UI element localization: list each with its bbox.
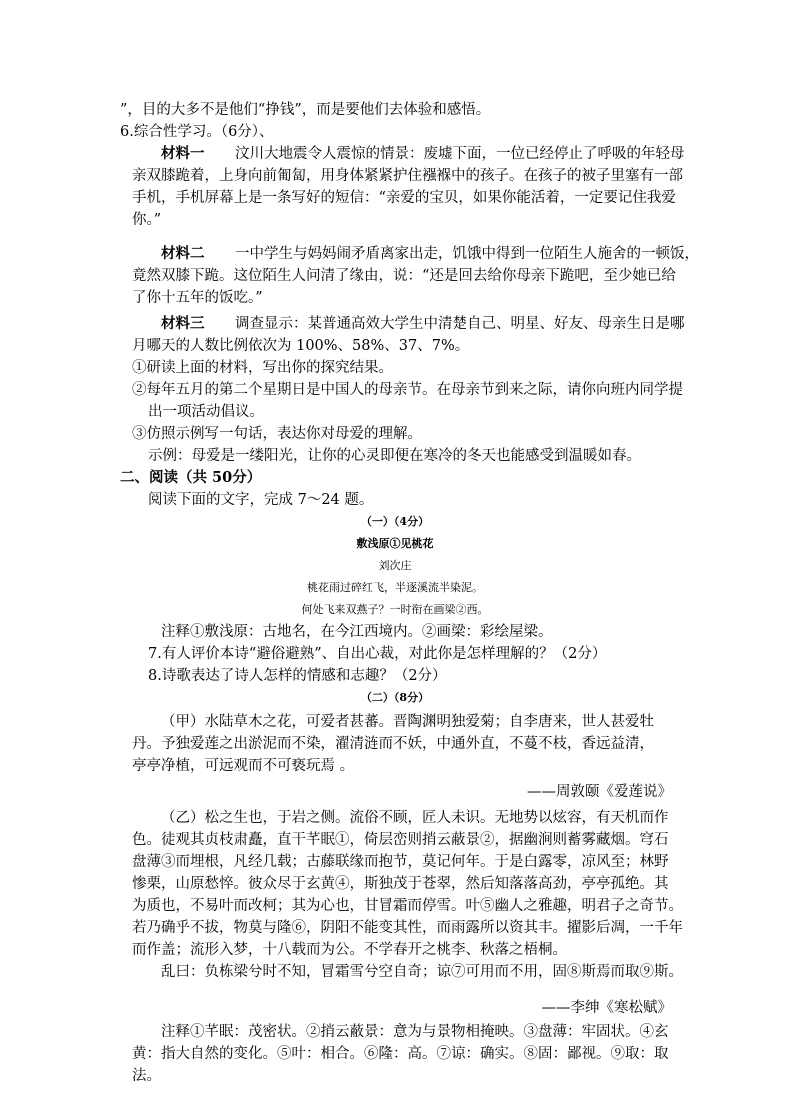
text-line: （甲）水陆草木之花，可爱者甚蕃。晋陶渊明独爱菊；自李唐来，世人甚爱牡 (161, 714, 654, 730)
section-heading: 二、阅读（共 50分） (120, 469, 262, 486)
text-line: 法。 (132, 1068, 161, 1084)
text-line: ①研读上面的材料，写出你的探究结果。 (132, 360, 393, 376)
text-line: 黄：指大自然的变化。⑤叶：相合。⑥隆：高。⑦谅：确实。⑧固：鄙视。⑨取：取 (132, 1046, 669, 1062)
text-line: ②每年五月的第二个星期日是中国人的母亲节。在母亲节到来之际，请你向班内同学提 (132, 382, 683, 398)
material-2-label: 材料二 (161, 245, 205, 262)
text-line: 阅读下面的文字，完成 7～24 题。 (148, 492, 374, 508)
text-line: 色。徒观其贞枝肃矗，直干芊眠①，倚层峦则捎云蔽景②，据幽涧则蓄雾藏烟。穹石 (132, 832, 669, 848)
text-line: 一中学生与妈妈闹矛盾离家出走，饥饿中得到一位陌生人施舍的一顿饭， (235, 246, 699, 262)
text-line: 若乃确乎不拔，物莫与隆⑥，阴阳不能变其性，而雨露所以资其丰。擢影后凋，一千年 (132, 920, 683, 936)
text-line: 盘薄③而埋根，凡经几载；古藤联缘而抱节，莫记何年。于是白露零，凉风至；林野 (132, 854, 669, 870)
text-line: 亭亭净植，可远观而不可亵玩焉 。 (132, 758, 355, 774)
subsection-heading: （二）（8分） (360, 691, 430, 704)
text-line: 乱曰：负栋梁兮时不知，冒霜雪兮空自奇；谅⑦可用而不用，固⑧斯焉而取⑨斯。 (161, 964, 683, 980)
text-line: 注释①敷浅原：古地名，在今江西境内。②画梁：彩绘屋梁。 (161, 624, 553, 640)
question-7: 7.有人评价本诗“避俗避熟”、自出心裁，对此你是怎样理解的？（2分） (148, 646, 607, 662)
text-line: 你。” (132, 212, 162, 228)
text-line: 注释①芊眠：茂密状。②捎云蔽景：意为与景物相掩映。③盘薄：牢固状。④玄 (161, 1024, 669, 1040)
text-line: 了你十五年的饭吃。” (132, 290, 263, 306)
question-6-heading: 6.综合性学习。（6分）、 (120, 124, 274, 140)
text-line: 月哪天的人数比例依次为 100%、58%、37、7%。 (132, 338, 470, 354)
poem-author: 刘次庄 (378, 559, 412, 572)
text-line: ③仿照示例写一句话，表达你对母爱的理解。 (132, 426, 422, 442)
text-line: 调查显示：某普通高效大学生中清楚自己、明星、好友、母亲生日是哪 (235, 316, 685, 332)
text-line: 而作盖；流形入梦，十八载而为公。不学春开之桃李、秋落之梧桐。 (132, 942, 567, 958)
text-line: 手机，手机屏幕上是一条写好的短信：“亲爱的宝贝，如果你能活着，一定要记住我爱 (132, 190, 676, 206)
text-line: 丹。予独爱莲之出淤泥而不染，濯清涟而不妖，中通外直，不蔓不枝，香远益清， (132, 736, 654, 752)
text-line: 汶川大地震令人震惊的情景：废墟下面，一位已经停止了呼吸的年轻母 (235, 146, 685, 162)
question-8: 8.诗歌表达了诗人怎样的情感和志趣？（2分） (148, 668, 447, 684)
text-line: ”，目的大多不是他们“挣钱”，而是要他们去体验和感悟。 (120, 102, 491, 118)
poem-title: 敷浅原①见桃花 (356, 537, 434, 550)
text-line: 惨栗，山原愁悴。彼众尽于玄黄④，斯独茂于苍翠，然后知落落高劲，亭亭孤绝。其 (132, 876, 669, 892)
subsection-heading: （一）（4分） (360, 515, 430, 528)
text-line: 竟然双膝下跪。这位陌生人问清了缘由，说：“还是回去给你母亲下跪吧，至少她已给 (132, 268, 676, 284)
source-attribution: ——周敦颐《爱莲说》 (527, 784, 672, 800)
text-line: 示例：母爱是一缕阳光，让你的心灵即便在寒冷的冬天也能感受到温暖如春。 (148, 448, 641, 464)
text-line: 亲双膝跪着，上身向前匍匐，用身体紧紧护住襁褓中的孩子。在孩子的被子里塞有一部 (132, 168, 683, 184)
text-line: 出一项活动倡议。 (148, 404, 264, 420)
poem-line: 桃花雨过碎红飞，半逐溪流半染泥。 (307, 581, 483, 594)
poem-line: 何处飞来双燕子？一时衔在画梁②西。 (301, 603, 489, 616)
source-attribution: ——李绅《寒松赋》 (541, 1000, 672, 1016)
text-line: 为质也，不易叶而改柯；其为心也，甘冒霜而停雪。叶⑤幽人之雅趣，明君子之奇节。 (132, 898, 683, 914)
material-3-label: 材料三 (161, 315, 205, 332)
material-1-label: 材料一 (161, 145, 205, 162)
text-line: （乙）松之生也，于岩之侧。流俗不顾，匠人未识。无地势以炫容，有天机而作 (161, 810, 669, 826)
